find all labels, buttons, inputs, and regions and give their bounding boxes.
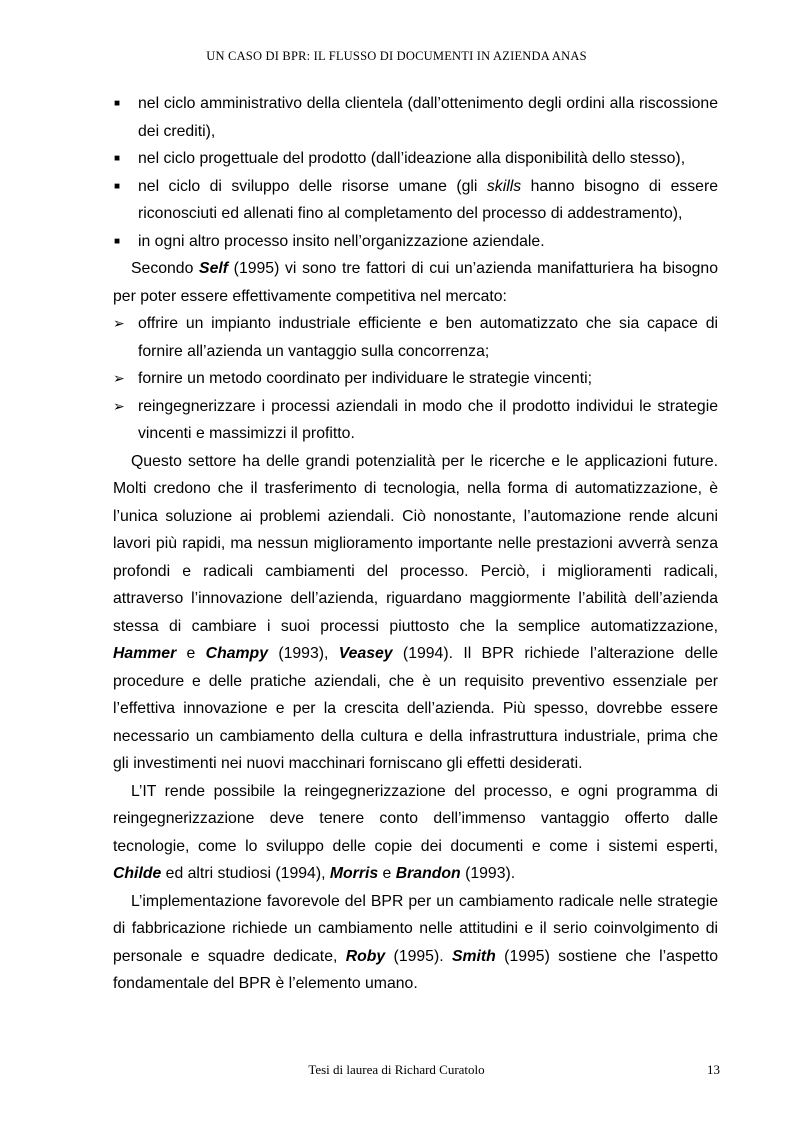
arrow-bullet-icon: ➢: [113, 370, 125, 386]
page-body: [113, 90, 718, 998]
arrow-bullet-list: [113, 310, 718, 448]
list-item: ■ nel ciclo progettuale del prodotto (dall’ideazione alla disponibilità dello stesso),: [113, 145, 718, 173]
page-number: 13: [707, 1062, 720, 1077]
author-citation: Smith: [451, 947, 496, 965]
paragraph-self: Secondo Self (1995) vi sono tre fattori di cui un’azienda manifatturiera ha bisogno per poter essere effettivamente competitiva nel mercato:: [113, 260, 718, 305]
square-bullet-list: [113, 90, 718, 255]
arrow-bullet-icon: ➢: [113, 397, 125, 414]
author-citation: Champy: [205, 645, 268, 662]
list-item: ➢ fornire un metodo coordinato per individuare le strategie vincenti;: [113, 365, 718, 393]
list-item: ➢ offrire un impianto industriale efficiente e ben automatizzato che sia capace di fornire all’azienda un vantaggio sulla concorrenza;: [113, 310, 718, 365]
list-item: ■ in ogni altro processo insito nell’organizzazione aziendale.: [113, 228, 718, 256]
square-bullet-icon: ■: [114, 98, 121, 109]
list-item: ■ nel ciclo di sviluppo delle risorse umane (gli skills hanno bisogno di essere riconosciuti ed allenati fino al completamento del processo di addestramento),: [113, 173, 718, 228]
author-citation: Morris: [329, 865, 379, 882]
author-citation: Childe: [113, 865, 162, 882]
list-item: ■ nel ciclo amministrativo della clientela (dall’ottenimento degli ordini alla riscossione dei crediti),: [113, 90, 718, 145]
author-citation: Self: [199, 260, 229, 277]
author-citation: Brandon: [395, 865, 461, 882]
arrow-bullet-icon: ➢: [113, 315, 125, 331]
paragraph-settore: Questo settore ha delle grandi potenzialità per le ricerche e le applicazioni future. Molti credono che il trasferimento di tecnologia, nella forma di automatizzazione, è l’unica soluzione ai problemi aziendali. Ciò nonostante, l’automazione rende alcuni lavori più rapidi, ma nessun miglioramento importante nelle prestazioni avverrà senza profondi e radicali cambiamenti del processo. Perciò, i miglioramenti radicali, attraverso l’innovazione dell’azienda, riguardano maggiormente l’abilità dell’azienda stessa di cambiare i suoi processi piuttosto che la semplice automatizzazione, Hammer e Champy (1993), Veasey (1994). Il BPR richiede l’alterazione delle procedure e delle pratiche aziendali, che è un requisito preventivo essenziale per l’effettiva innovazione e per la crescita dell’azienda. Più spesso, dovrebbe essere necessario un cambiamento della cultura e della infrastruttura industriale, prima che gli investimenti nei nuovi macchinari forniscano gli effetti desiderati.: [113, 452, 718, 772]
paragraph-implementazione: L’implementazione favorevole del BPR per un cambiamento radicale nelle strategie di fabbricazione richiede un cambiamento nelle attitudini e il serio coinvolgimento di personale e squadre dedicate, Roby (1995). Smith (1995) sostiene che l’aspetto fondamentale del BPR è l’elemento umano.: [113, 892, 718, 992]
footer-title: Tesi di laurea di Richard Curatolo: [308, 1062, 485, 1077]
running-header: UN CASO DI BPR: IL FLUSSO DI DOCUMENTI IN AZIENDA ANAS: [206, 49, 587, 63]
square-bullet-icon: ■: [114, 153, 121, 164]
list-item: ➢ reingegnerizzare i processi aziendali in modo che il prodotto individui le strategie vincenti e massimizzi il profitto.: [113, 393, 718, 448]
italic-term: skills: [486, 177, 522, 195]
author-citation: Hammer: [113, 645, 177, 662]
paragraph-it: L’IT rende possibile la reingegnerizzazione del processo, e ogni programma di reingegnerizzazione deve tenere conto dell’immenso vantaggio offerto dalle tecnologie, come lo sviluppo delle copie dei documenti e come i sistemi esperti, Childe ed altri studiosi (1994), Morris e Brandon (1993).: [113, 782, 718, 882]
square-bullet-icon: ■: [114, 180, 121, 192]
author-citation: Roby: [345, 947, 386, 965]
square-bullet-icon: ■: [114, 235, 121, 247]
author-citation: Veasey: [338, 645, 393, 662]
